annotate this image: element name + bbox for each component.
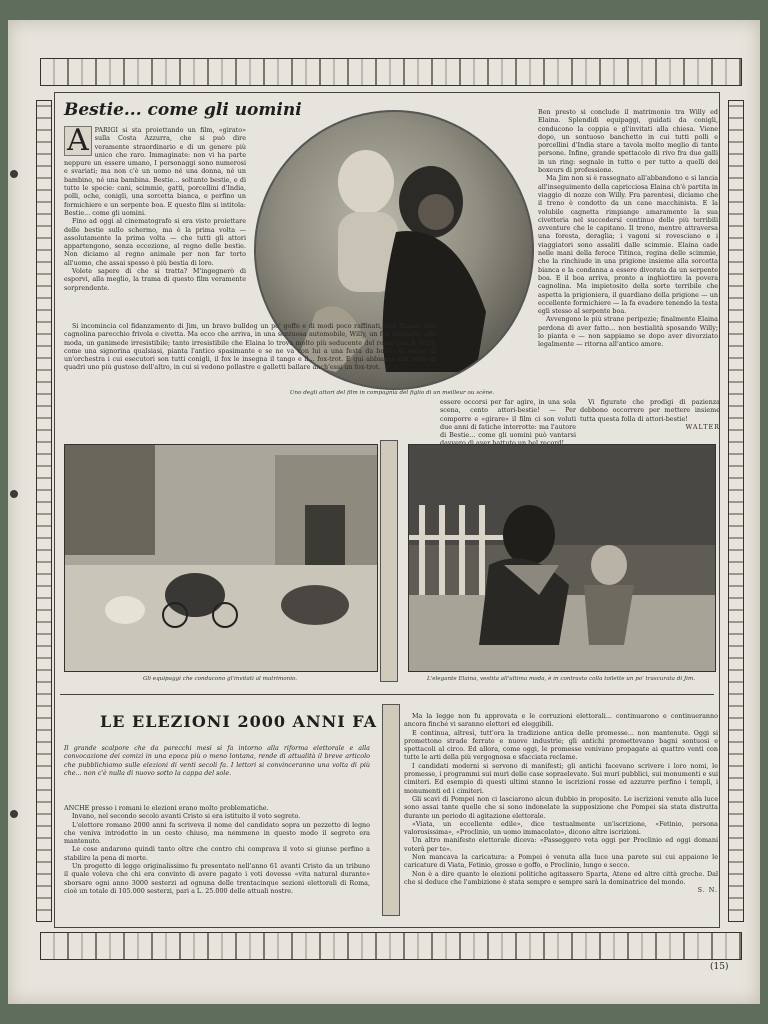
article-title: LE ELEZIONI 2000 ANNI FA: [100, 712, 378, 731]
paragraph: Non mancava la caricatura: a Pompei è venuta alla luce una parete sui cui appaiono le caricature di Viata, Fetinio, grosso e goffo, e Proclinio, lungo e secco.: [404, 853, 718, 870]
signature: S. N.: [697, 886, 718, 895]
article1-body-lower: [64, 322, 436, 372]
binding-hole: [10, 490, 18, 498]
paragraph: I candidati moderni si servono di manifesti; gli antichi facevano scrivere i loro nomi, le promesse, i programmi sui muri delle case sopraelevate. Sui muri pubblici, sui monumenti e sui cimiteri. Ed esempio di questi ultimi stanno le iscrizioni rosse ed azzurre perfino i templi, i monumenti ed i cimiteri.: [404, 761, 718, 795]
vertical-ornament: [380, 440, 398, 682]
article-title: Bestie... come gli uomini: [64, 100, 302, 120]
paragraph: essere occorsi per far agire, in una sola scena, cento attori-bestie! — Per comporre e «girare» il film ci son voluti due anni di fatiche interrotte: ma l'autore di Bestie... come gli uomini può vantarsi: [440, 398, 576, 440]
photo-wedding-carriages: [64, 444, 378, 672]
paragraph: E continua, altresì, tutt'ora la tradizione antica delle promesse... non mantenute. Oggi si promettono strade ferrate e nuove industrie; gli antichi promettevano bagni sontuosi e spettacoli al circo. Ed allora, come oggi, le promesse venivano propagate ai quattro venti con tutte le arti della più vergognosa e sfacciata reclame.: [404, 728, 718, 762]
paragraph: Volete sapere di che si tratta? M'ingegnerò di esporvi, alla meglio, la trama di questo film veramente sorprendente.: [64, 267, 246, 292]
paragraph: Avvengono le più strane peripezie; finalmente Elaina perdona di aver fatto... non bestialità sposando Willy; lo pianta e — non sappiamo se dopo aver divorziato legalmente — ritorna all'antico amore.: [538, 315, 718, 349]
paragraph: Gli scavi di Pompei non ci lasciarono alcun dubbio in proposito. Le iscrizioni venute alla luce sono assai tante quelle che si sono indonelate la supposizione che Pompei sia stata distrutta durante un periodo di agitazione elettorale.: [404, 794, 718, 820]
paragraph: ANCHE presso i romani le elezioni erano molto problematiche.: [64, 804, 269, 812]
paragraph: Ben presto si conclude il matrimonio tra Willy ed Elaina. Splendidi equipaggi, guidati da conigli, conducono la coppia e gl'invitati alla chiesa. Viene dopo, un sontuoso banchetto in cui tutti polli e porcellini d'India stare a tavola molto meglio di tante persone. Infine, grande spettacolo di rivo fra due galli in un ring: segnale in tutto e per tutto a quelli dei boxeurs di professione.: [538, 108, 718, 175]
paragraph: L'elettore romano 2000 anni fa scriveva il nome del candidato sopra un pezzetto di legno che veniva introdotto in un cesto chiuso, ma nemmeno in questo modo il segreto era mantenuto.: [64, 820, 370, 846]
paragraph: Un progetto di legge originalissimo fu presentato nell'anno 61 avanti Cristo da un tribuno il quale voleva che chi era convinto di avere pagato i voti dovesse «vita natural durante» sborsare ogni anno 3000 sesterzi ad ognuna delle trentacinque sezioni elettorali di Roma, cioè un totale di 105.000 sesterzi, pari a L. 25.000 delle attuali nostre.: [64, 862, 370, 895]
paragraph: Fino ad oggi al cinematografo si era visto proiettare delle bestie sullo schermo, ma è la prima volta — assolutamente la prima volta — che tutti gli attori appartengono, senza eccezione, al regno delle bestie. Non diciamo al regno animale per non far torto all'uomo, che assai spesso è più bestia di loro.: [64, 217, 246, 267]
left-ornament-border: [36, 100, 52, 922]
binding-hole: [10, 810, 18, 818]
paragraph: Le cose andarono quindi tanto oltre che contro chi comprava il voto si giunse perfino a stabilire la pena di morte.: [64, 845, 370, 862]
article1-column-left: [64, 123, 246, 292]
caption: Uno degli attori del film in compagnia del figlio di un meilleur ou scène.: [289, 390, 495, 396]
page-number: (15): [710, 962, 729, 972]
article2-column-left: [64, 804, 370, 895]
signature: WALTER: [685, 422, 720, 431]
photo-dogs-elaina-jim: [408, 444, 716, 672]
article1-mid-right-text: [580, 398, 720, 431]
paragraph: Invano, nel secondo secolo avanti Cristo si era istituito il voto segreto.: [72, 812, 301, 821]
paragraph: Un altro manifesto elettorale diceva: «Passeggero vota oggi per Proclinio ed oggi domani voterà per te».: [404, 836, 718, 853]
paragraph: Il grande scalpore che da parecchi mesi si fa intorno alla riforma elettorale e alla convocazione dei comizi in una epoca più o meno lontana, rende di attualità il breve articolo che pubblichiamo sulle elezioni di venti secoli fa. I lettori si convinceranno una volta di più che... non c'è nulla di nuovo sotto la cappa del sole.: [64, 744, 370, 777]
paragraph: PARIGI si sta proiettando un film, «girato» sulla Costa Azzurra, che si può dire veramente straordinario e di un genere più unico che raro. Immaginate: non vi ha parte neppure un essere umano, I personaggi sono numerosi e svariati; ma non c'è un uomo né una donna, né un bambino, né una bambina. Bestie... soltanto bestie, e di tutte le specie: cani, scimmie, gatti, porcellini d'India, polli, oche, conigli, una sorcetta bianca, e perfino un formichiere e un serpente boa. E questo film si intitola: Bestie... come gli uomini.: [64, 126, 246, 217]
right-ornament-border: [728, 100, 744, 922]
paragraph: Ma Jim non si è rassegnato all'abbandono e si lancia all'inseguimento della capricciosa Elaina ch'è partita in viaggio di nozze con Willy. Fra parentesi, diciamo che il treno è condotto da un cane macchinista. E la volubile cagnetta rimpiange amaramente la sua civetteria nel succedersi continuo delle più terribili avventure che le capitano. Il treno, mentre attraversa una foresta, deraglia; i vagoni si rovesciano e i viaggiatori sono assaliti dalle scimmie. Elaina cade nelle mani della feroce Titinca, regina delle scimmie, che la rinchiude in una prigione insieme alla sorcetta bianca e la condanna a essere divorata da un serpente boa. E il boa arriva, pronto a inghiottire la povera cagnolina. Ma impietosito della sorte terribile che aspetta la prigioniera, il guardiano della prigione — un eccellente formichiere — la fa evadere tenendo la testa egli stesso al serpente boa.: [538, 174, 719, 316]
article2-intro: [64, 744, 370, 777]
vertical-ornament: [382, 704, 400, 916]
caption: L'elegante Elaina, vestita all'ultima moda, è in contrasto colla toilette un po' trascurata di Jim.: [426, 676, 696, 682]
paragraph: Si incomincia col fidanzamento di Jim, un bravo bulldog un po' goffo e di modi poco raffinati, con Elaina, una cagnolina parecchio frivola e civetta. Ma ecco che arriva, in una sontuosa automobile, Willy, un fox elegante, alla moda, un ganimede irresistibile; tanto irresistibile che Elaina lo trova molto più seducente del rozzo Jim. E Willy, come una signorina qualsiasi, pianta l'antico spasimante e se ne va con lui a una festa da ballo. Al suono di un'orchestra i cui esecutori son tutti conigli, il fox le insegna il tango e il... fox-trot. E qui abbiamo una serie di quadri uno più gustoso dell'altro, in cui si vedono pollastre e galletti ballare anch'essi un fox-trot.: [64, 322, 436, 372]
drop-cap: A: [64, 126, 92, 156]
article1-column-right: [538, 108, 718, 349]
paragraph: «Viata, un eccellente edile», dice testualmente un'iscrizione, «Fetinio, persona valorosissima», «Proclinio, un uomo immacolato», dicono altre iscrizioni.: [404, 819, 718, 837]
section-divider: [60, 694, 714, 695]
paragraph: Vi figurate che prodigi di pazienza debbono occorrere per mettere insieme tutta questa folla di attori-bestie!: [580, 398, 720, 423]
top-ornament-band: [40, 58, 742, 86]
binding-hole: [10, 170, 18, 178]
article1-mid-left-text: [440, 398, 576, 448]
bottom-ornament-band: [40, 932, 742, 960]
article2-column-right: [404, 712, 718, 895]
paragraph: Non è a dire quanto le elezioni politiche agitassero Sparta, Atene ed altre città greche. Dal che si deduce che l'ambizione è stata sempre e sempre sarà la dominatrice del mondo.: [404, 869, 718, 886]
caption: Gli equipaggi che conducono gl'invitati al matrimonio.: [142, 676, 298, 682]
paragraph: Ma la legge non fu approvata e le corruzioni elettorali... continuarono e continueranno ancora finché vi saranno elettori ed eleggibili.: [404, 712, 718, 729]
